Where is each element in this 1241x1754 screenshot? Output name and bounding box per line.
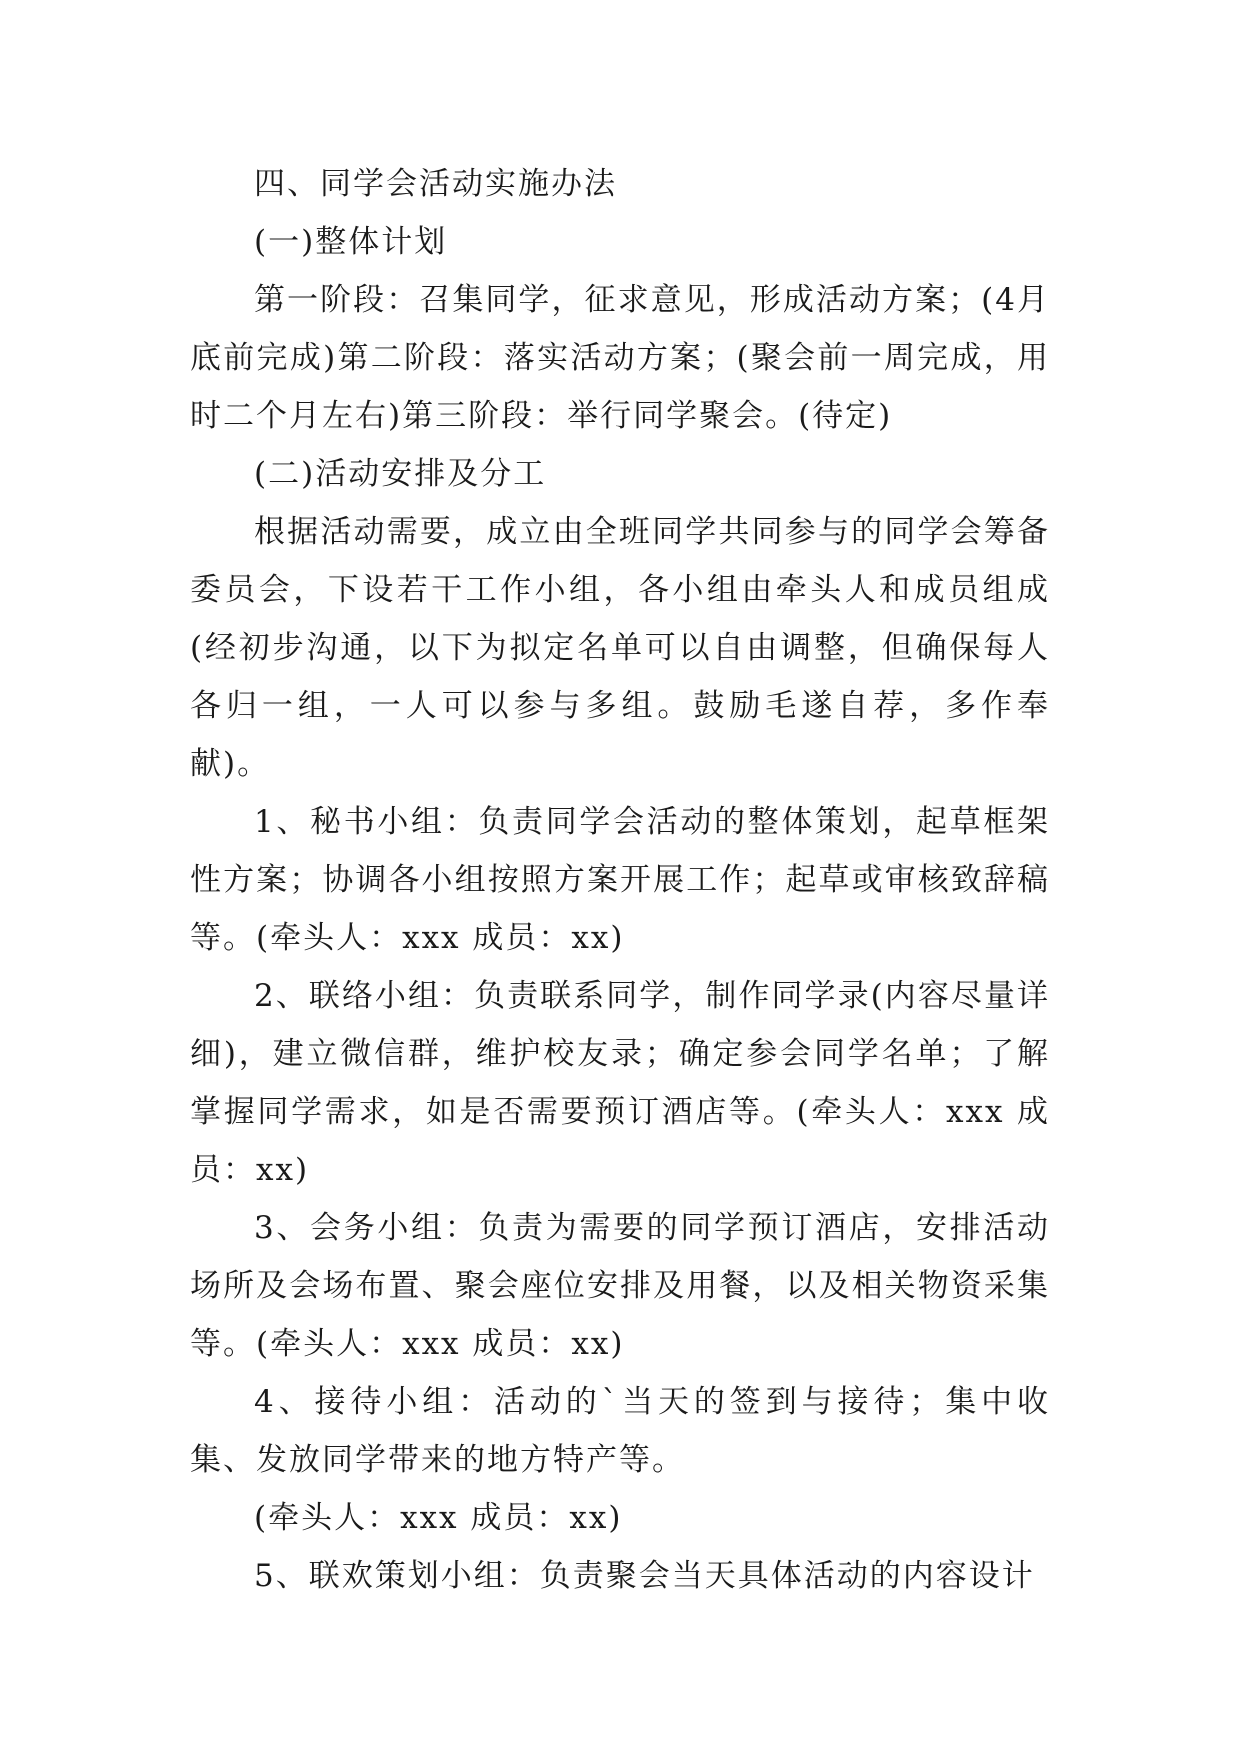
paragraph-phases: 第一阶段：召集同学，征求意见，形成活动方案；(4月底前完成)第二阶段：落实活动方案；(聚会前一周完成，用时二个月左右)第三阶段：举行同学聚会。(待定) — [190, 282, 1050, 434]
list-item-affairs-group: 3、会务小组：负责为需要的同学预订酒店，安排活动场所及会场布置、聚会座位安排及用餐，以及相关物资采集等。(牵头人：xxx 成员：xx) — [190, 1210, 1050, 1362]
list-item-liaison-group: 2、联络小组：负责联系同学，制作同学录(内容尽量详细)，建立微信群，维护校友录；确定参会同学名单；了解掌握同学需求，如是否需要预订酒店等。(牵头人：xxx 成员：xx) — [190, 978, 1050, 1188]
document-page — [190, 155, 1050, 1605]
section-heading: 四、同学会活动实施办法 — [254, 166, 617, 202]
subsection-heading-arrangement: (二)活动安排及分工 — [254, 456, 547, 492]
list-item-secretary-group: 1、秘书小组：负责同学会活动的整体策划，起草框架性方案；协调各小组按照方案开展工作；起草或审核致辞稿等。(牵头人：xxx 成员：xx) — [190, 804, 1050, 956]
reception-group-members: (牵头人：xxx 成员：xx) — [254, 1500, 623, 1536]
paragraph-committee: 根据活动需要，成立由全班同学共同参与的同学会筹备委员会，下设若干工作小组，各小组由牵头人和成员组成(经初步沟通，以下为拟定名单可以自由调整，但确保每人各归一组，一人可以参与多组。鼓励毛遂自荐，多作奉献)。 — [190, 514, 1050, 782]
subsection-heading-overall-plan: (一)整体计划 — [254, 224, 448, 260]
list-item-party-planning-group: 5、联欢策划小组：负责聚会当天具体活动的内容设计 — [254, 1558, 1035, 1594]
list-item-reception-group: 4、接待小组：活动的`当天的签到与接待；集中收集、发放同学带来的地方特产等。 — [190, 1384, 1050, 1478]
